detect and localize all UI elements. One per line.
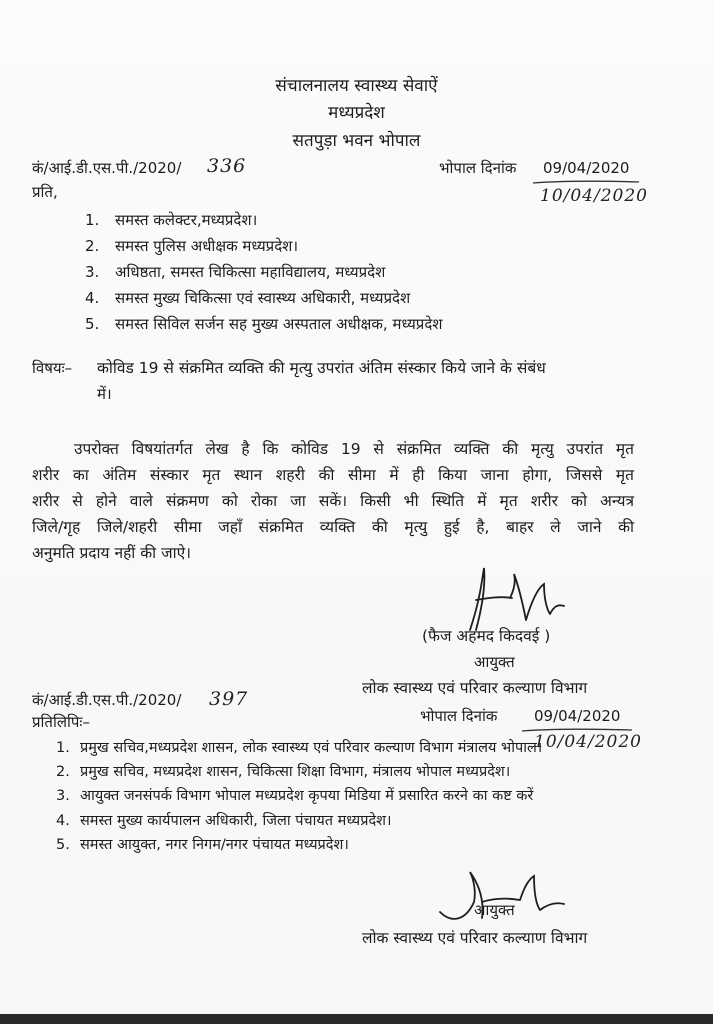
handwritten-reference-number: 336 bbox=[207, 155, 247, 177]
body-line: शरीर का अंतिम संस्कार मृत स्थान शहरी की सीमा में ही किया जाना होगा, जिससे मृत bbox=[32, 466, 634, 484]
body-line: उपरोक्त विषयांतर्गत लेख है कि कोविड 19 से संक्रमित व्यक्ति की मृत्यु उपरांत मृत bbox=[74, 440, 634, 458]
scan-bottom-edge bbox=[0, 1014, 713, 1024]
list-item: 4. समस्त मुख्य कार्यपालन अधिकारी, जिला पंचायत मध्यप्रदेश। bbox=[56, 813, 392, 829]
signatory-department: लोक स्वास्थ्य एवं परिवार कल्याण विभाग bbox=[362, 679, 588, 697]
office-address: सतपुड़ा भवन भोपाल bbox=[292, 131, 421, 151]
list-item: 3. आयुक्त जनसंपर्क विभाग भोपाल मध्यप्रदेश कृपया मिडिया में प्रसारित करने का कष्ट करें bbox=[56, 788, 534, 804]
body-line: जिले/गृह जिले/शहरी सीमा जहॉं संक्रमित व्यक्ति की मृत्यु हुई है, बाहर ले जाने की bbox=[32, 518, 635, 536]
list-item: 3. अधिष्ठता, समस्त चिकित्सा महाविद्यालय, मध्यप्रदेश bbox=[85, 263, 386, 281]
handwritten-date: 10/04/2020 bbox=[540, 186, 648, 206]
body-line: शरीर से होने वाले संक्रमण को रोका जा सकें। किसी भी स्थिति में मृत शरीर को अन्यत्र bbox=[32, 492, 634, 510]
copy-date-label: भोपाल दिनांक bbox=[420, 707, 498, 725]
signature bbox=[430, 862, 570, 932]
copy-signatory-department: लोक स्वास्थ्य एवं परिवार कल्याण विभाग bbox=[362, 929, 588, 947]
signatory-name: (फैज अहमद किदवई ) bbox=[422, 627, 551, 645]
handwritten-copy-reference-number: 397 bbox=[209, 688, 249, 710]
copy-reference-number: कं/आई.डी.एस.पी./2020/ bbox=[32, 691, 182, 709]
list-item: 2. समस्त पुलिस अधीक्षक मध्यप्रदेश। bbox=[85, 237, 299, 255]
list-item: 1. समस्त कलेक्टर,मध्यप्रदेश। bbox=[85, 211, 258, 229]
copy-signatory-title: आयुक्त bbox=[474, 901, 515, 919]
date-label: भोपाल दिनांक bbox=[439, 159, 517, 177]
signatory-title: आयुक्त bbox=[474, 653, 515, 671]
subject-label: विषयः– bbox=[32, 359, 73, 377]
list-item: 2. प्रमुख सचिव, मध्यप्रदेश शासन, चिकित्सा शिक्षा विभाग, मंत्रालय भोपाल मध्यप्रदेश। bbox=[56, 764, 511, 780]
office-name: संचालनालय स्वास्थ्य सेवाऐं bbox=[275, 76, 438, 96]
subject-text: कोविड 19 से संक्रमित व्यक्ति की मृत्यु उपरांत अंतिम संस्कार किये जाने के संबंध bbox=[97, 359, 546, 377]
subject-text-continued: में। bbox=[97, 385, 112, 403]
date-value: 09/04/2020 bbox=[543, 159, 630, 177]
body-line: अनुमति प्रदाय नहीं की जाऐ। bbox=[32, 544, 192, 562]
handwritten-copy-date: 10/04/2020 bbox=[534, 732, 642, 752]
reference-number: कं/आई.डी.एस.पी./2020/ bbox=[32, 159, 182, 177]
list-item: 5. समस्त सिविल सर्जन सह मुख्य अस्पताल अधीक्षक, मध्यप्रदेश bbox=[85, 315, 443, 333]
copy-label: प्रतिलिपिः– bbox=[32, 713, 90, 731]
list-item: 5. समस्त आयुक्त, नगर निगम/नगर पंचायत मध्यप्रदेश। bbox=[56, 837, 349, 853]
date-underline bbox=[531, 178, 641, 186]
list-item: 4. समस्त मुख्य चिकित्सा एवं स्वास्थ्य अधिकारी, मध्यप्रदेश bbox=[85, 289, 411, 307]
state-name: मध्यप्रदेश bbox=[328, 103, 385, 123]
to-label: प्रति, bbox=[32, 183, 58, 201]
copy-date-value: 09/04/2020 bbox=[534, 707, 621, 725]
list-item: 1. प्रमुख सचिव,मध्यप्रदेश शासन, लोक स्वास्थ्य एवं परिवार कल्याण विभाग मंत्रालय भोपाल। bbox=[56, 740, 543, 756]
